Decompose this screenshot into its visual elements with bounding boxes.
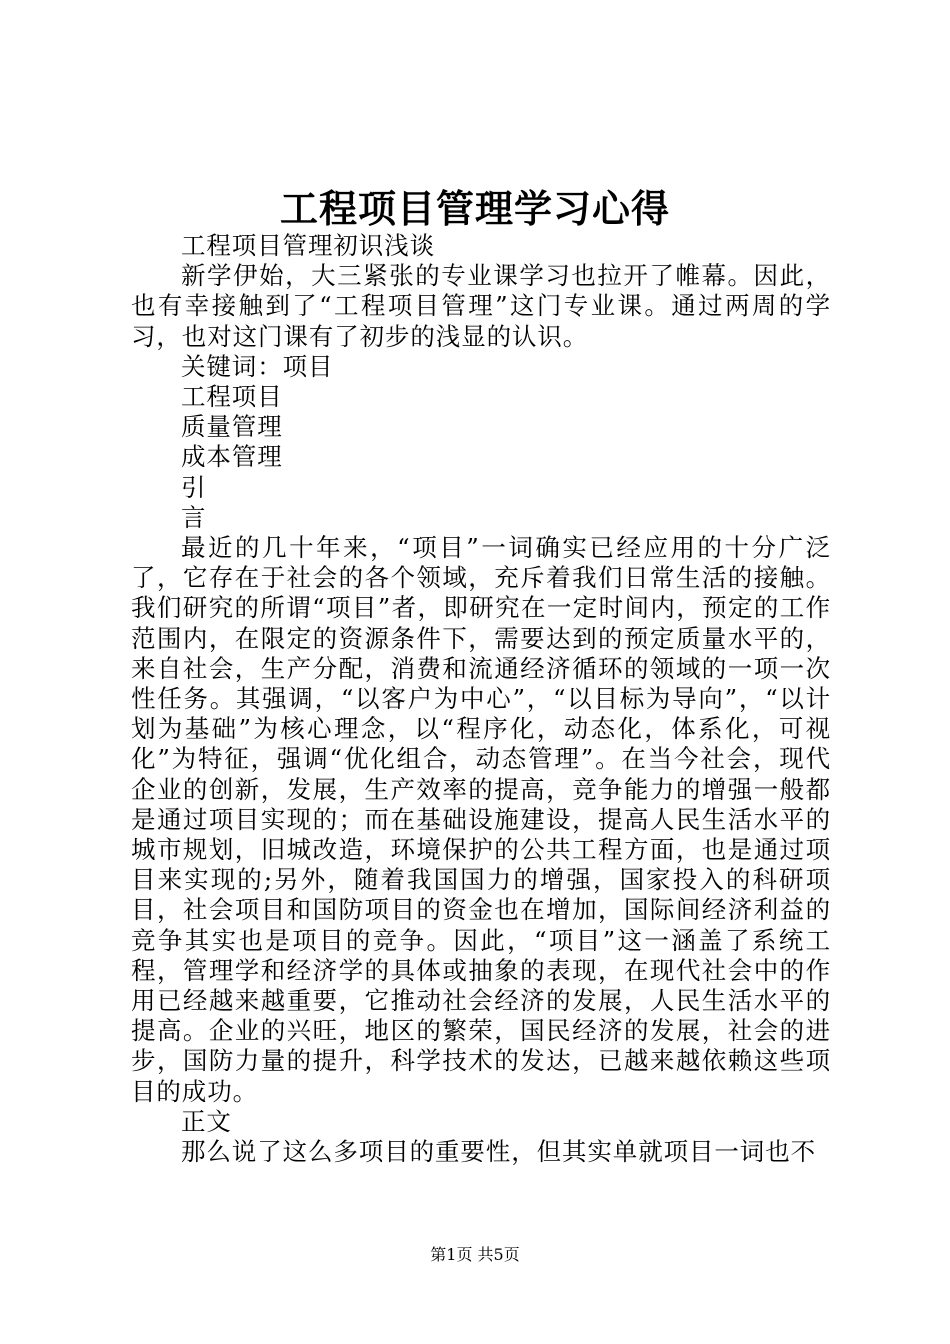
- keyword-item: 质量管理: [181, 412, 283, 442]
- keyword-item: 工程项目: [181, 382, 283, 412]
- document-title: 工程项目管理学习心得: [279, 187, 670, 231]
- intro-paragraph: 新学伊始，大三紧张的专业课学习也拉开了帷幕。因此，也有幸接触到了“工程项目管理”这门专业课。通过两周的学习，也对这门课有了初步的浅显的认识。: [131, 261, 831, 351]
- section-heading: 正文: [181, 1106, 232, 1136]
- keyword-item: 成本管理: [181, 442, 283, 472]
- section-heading-part: 引: [181, 472, 207, 502]
- body-paragraph: 那么说了这么多项目的重要性，但其实单就项目一词也不: [181, 1137, 816, 1167]
- introduction-paragraph: 最近的几十年来，“项目”一词确实已经应用的十分广泛了，它存在于社会的各个领域，充斥着我们日常生活的接触。我们研究的所谓“项目”者，即研究在一定时间内，预定的工作范围内，在限定的资源条件下，需要达到的预定质量水平的，来自社会，生产分配，消费和流通经济循环的领域的一项一次性任务。其强调，“以客户为中心”，“以目标为导向”，“以计划为基础”为核心理念，以“程序化，动态化，体系化，可视化”为特征，强调“优化组合，动态管理”。在当今社会，现代企业的创新，发展，生产效率的提高，竞争能力的增强一般都是通过项目实现的；而在基础设施建设，提高人民生活水平的城市规划，旧城改造，环境保护的公共工程方面，也是通过项目来实现的;另外，随着我国国力的增强，国家投入的科研项目，社会项目和国防项目的资金也在增加，国际间经济利益的竞争其实也是项目的竞争。因此，“项目”这一涵盖了系统工程，管理学和经济学的具体或抽象的表现，在现代社会中的作用已经越来越重要，它推动社会经济的发展，人民生活水平的提高。企业的兴旺，地区的繁荣，国民经济的发展，社会的进步，国防力量的提升，科学技术的发达，已越来越依赖这些项目的成功。: [131, 533, 831, 1106]
- section-heading-part: 言: [181, 502, 207, 532]
- page-footer: 第1页 共5页: [430, 1245, 520, 1264]
- document-body: [131, 231, 831, 1167]
- keywords-paragraph: 关键词：项目: [181, 351, 334, 381]
- subtitle-paragraph: 工程项目管理初识浅谈: [181, 231, 435, 260]
